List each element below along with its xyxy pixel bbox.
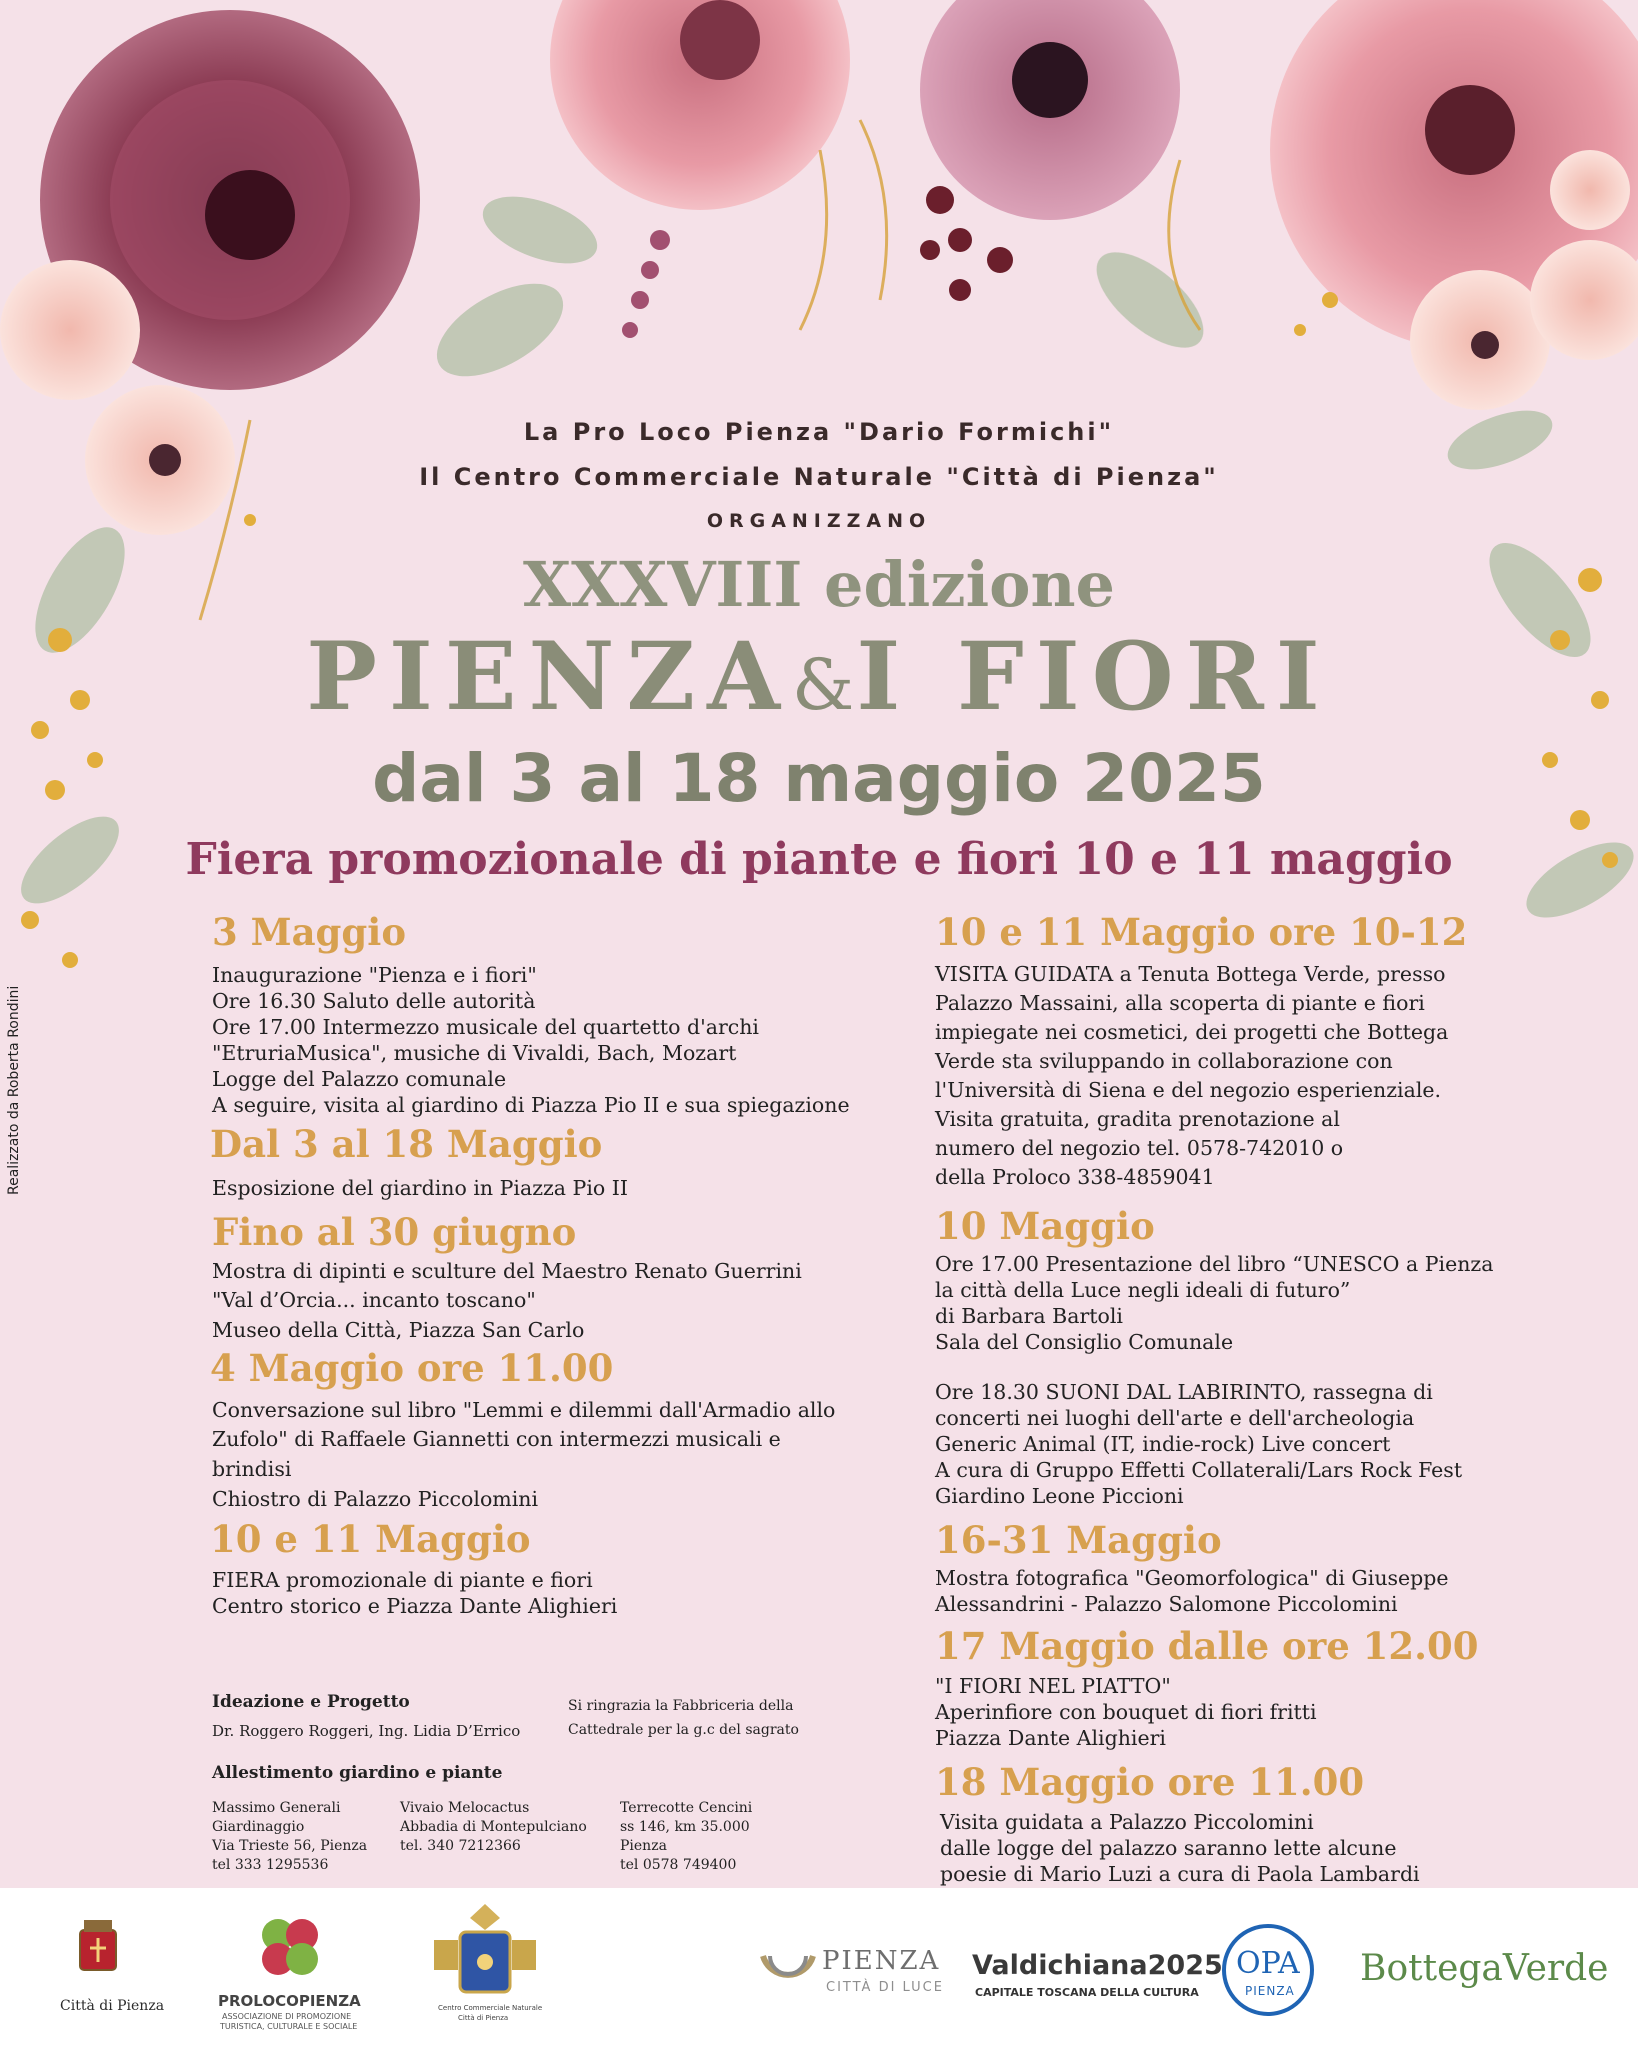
sponsor-line: Giardinaggio bbox=[212, 1819, 305, 1835]
event-heading: 10 e 11 Maggio bbox=[210, 1517, 531, 1561]
title-part-b: I FIORI bbox=[856, 622, 1332, 732]
event-line: Zufolo" di Raffaele Giannetti con intermezzi musicali e bbox=[212, 1427, 781, 1451]
event-title bbox=[0, 622, 1638, 732]
event-line: Visita guidata a Palazzo Piccolomini bbox=[940, 1810, 1314, 1834]
event-line: "EtruriaMusica", musiche di Vivaldi, Bach, Mozart bbox=[212, 1041, 737, 1065]
fiera-subtitle: Fiera promozionale di piante e fiori 10 e 11 maggio bbox=[185, 834, 1453, 885]
event-line: Giardino Leone Piccioni bbox=[935, 1484, 1184, 1508]
event-heading: 10 Maggio bbox=[935, 1204, 1155, 1248]
event-line: la città della Luce negli ideali di futuro” bbox=[935, 1278, 1351, 1302]
organizer-verb: ORGANIZZANO bbox=[706, 510, 932, 532]
sponsor-line: Vivaio Melocactus bbox=[400, 1800, 530, 1816]
event-heading: Fino al 30 giugno bbox=[212, 1210, 577, 1254]
event-line: Visita gratuita, gradita prenotazione al bbox=[935, 1107, 1340, 1131]
ideazione-title: Ideazione e Progetto bbox=[212, 1692, 410, 1712]
event-line: l'Università di Siena e del negozio esperienziale. bbox=[935, 1078, 1442, 1102]
event-heading: 16-31 Maggio bbox=[935, 1518, 1222, 1562]
allestimento-title: Allestimento giardino e piante bbox=[212, 1763, 503, 1783]
designer-signature: Realizzato da Roberta Rondini bbox=[6, 985, 22, 1195]
event-line: Mostra fotografica "Geomorfologica" di Giuseppe bbox=[935, 1566, 1449, 1590]
event-dates: dal 3 al 18 maggio 2025 bbox=[372, 740, 1266, 817]
event-line: brindisi bbox=[212, 1457, 292, 1481]
event-line: di Barbara Bartoli bbox=[935, 1304, 1123, 1328]
thanks-line: Cattedrale per la g.c del sagrato bbox=[568, 1722, 799, 1738]
event-line: Sala del Consiglio Comunale bbox=[935, 1330, 1234, 1354]
event-line: Palazzo Massaini, alla scoperta di piante e fiori bbox=[935, 991, 1425, 1015]
proloco-clover-icon bbox=[250, 1913, 330, 1983]
event-line: Centro storico e Piazza Dante Alighieri bbox=[212, 1594, 618, 1618]
event-line: Chiostro di Palazzo Piccolomini bbox=[212, 1487, 539, 1511]
event-line: dalle logge del palazzo saranno lette alcune bbox=[940, 1836, 1397, 1860]
ideazione-names: Dr. Roggero Roggeri, Ing. Lidia D’Errico bbox=[212, 1722, 521, 1740]
ccn-label: Città di Pienza bbox=[458, 2014, 509, 2022]
event-line: poesie di Mario Luzi a cura di Paola Lambardi bbox=[940, 1862, 1420, 1886]
event-line: Ore 17.00 Presentazione del libro “UNESCO a Pienza bbox=[935, 1252, 1494, 1276]
event-heading: 3 Maggio bbox=[212, 910, 407, 954]
pienza-sun-icon bbox=[758, 1946, 818, 1996]
event-line: Verde sta sviluppando in collaborazione con bbox=[935, 1049, 1393, 1073]
event-line: VISITA GUIDATA a Tenuta Bottega Verde, presso bbox=[935, 962, 1446, 986]
event-line: A seguire, visita al giardino di Piazza Pio II e sua spiegazione bbox=[212, 1093, 850, 1117]
event-line: Alessandrini - Palazzo Salomone Piccolomini bbox=[935, 1592, 1398, 1616]
sponsor-line: tel 0578 749400 bbox=[620, 1857, 737, 1873]
sponsor-line: Pienza bbox=[620, 1838, 667, 1854]
event-line: numero del negozio tel. 0578-742010 o bbox=[935, 1136, 1344, 1160]
proloco-label: PROLOCOPIENZA bbox=[218, 1992, 361, 2010]
organizer-pro-loco: La Pro Loco Pienza "Dario Formichi" bbox=[523, 418, 1115, 446]
pienza-label: PIENZA bbox=[822, 1946, 941, 1976]
sponsor-line: Massimo Generali bbox=[212, 1800, 341, 1816]
event-line: Museo della Città, Piazza San Carlo bbox=[212, 1318, 585, 1342]
ccn-label: Centro Commerciale Naturale bbox=[438, 2004, 543, 2012]
thanks-line: Si ringrazia la Fabbriceria della bbox=[568, 1698, 794, 1714]
comune-crest-icon bbox=[78, 1918, 118, 1976]
event-line: Conversazione sul libro "Lemmi e dilemmi dall'Armadio allo bbox=[212, 1398, 836, 1422]
event-line: Logge del Palazzo comunale bbox=[212, 1067, 507, 1091]
event-line: Ore 18.30 SUONI DAL LABIRINTO, rassegna di bbox=[935, 1380, 1433, 1404]
title-ampersand: & bbox=[792, 644, 857, 726]
event-line: FIERA promozionale di piante e fiori bbox=[212, 1568, 593, 1592]
event-line: "Val d’Orcia... incanto toscano" bbox=[212, 1288, 536, 1312]
event-line: Generic Animal (IT, indie-rock) Live concert bbox=[935, 1432, 1391, 1456]
proloco-subtitle: ASSOCIAZIONE DI PROMOZIONE bbox=[222, 2012, 352, 2021]
sponsor-line: tel. 340 7212366 bbox=[400, 1838, 521, 1854]
title-part-a: PIENZA bbox=[306, 622, 793, 732]
valdichiana-label: Valdichiana2025 bbox=[972, 1950, 1223, 1981]
event-line: impiegate nei cosmetici, dei progetti che Bottega bbox=[935, 1020, 1449, 1044]
opa-subtitle: PIENZA bbox=[1245, 1984, 1295, 1998]
event-heading: 10 e 11 Maggio ore 10-12 bbox=[935, 910, 1468, 954]
event-line: Ore 17.00 Intermezzo musicale del quartetto d'archi bbox=[212, 1015, 759, 1039]
sponsor-line: Abbadia di Montepulciano bbox=[400, 1819, 587, 1835]
event-line: A cura di Gruppo Effetti Collaterali/Lars Rock Fest bbox=[935, 1458, 1463, 1482]
sponsor-line: Terrecotte Cencini bbox=[620, 1800, 753, 1816]
comune-label: Città di Pienza bbox=[60, 1998, 165, 2014]
event-line: Esposizione del giardino in Piazza Pio II bbox=[212, 1176, 628, 1200]
opa-label: OPA bbox=[1236, 1946, 1300, 1981]
event-line: Mostra di dipinti e sculture del Maestro Renato Guerrini bbox=[212, 1259, 802, 1283]
event-line: Inaugurazione "Pienza e i fiori" bbox=[212, 963, 537, 987]
valdichiana-subtitle: CAPITALE TOSCANA DELLA CULTURA bbox=[975, 1986, 1199, 1999]
event-heading: 4 Maggio ore 11.00 bbox=[210, 1346, 614, 1390]
pienza-subtitle: CITTÀ DI LUCE bbox=[826, 1980, 944, 1995]
edition-label: XXXVIII edizione bbox=[523, 548, 1115, 621]
proloco-subtitle: TURISTICA, CULTURALE E SOCIALE bbox=[220, 2022, 358, 2031]
sponsor-logo-bar bbox=[0, 1888, 1638, 2048]
event-line: "I FIORI NEL PIATTO" bbox=[935, 1674, 1171, 1698]
organizer-ccn: Il Centro Commerciale Naturale "Città di Pienza" bbox=[419, 463, 1219, 491]
sponsor-line: ss 146, km 35.000 bbox=[620, 1819, 750, 1835]
event-line: Piazza Dante Alighieri bbox=[935, 1726, 1166, 1750]
sponsor-line: Via Trieste 56, Pienza bbox=[212, 1838, 368, 1854]
event-line: della Proloco 338-4859041 bbox=[935, 1165, 1215, 1189]
bottega-verde-logo: BottegaVerde bbox=[1360, 1948, 1609, 1989]
event-heading: 18 Maggio ore 11.00 bbox=[935, 1760, 1365, 1804]
event-line: concerti nei luoghi dell'arte e dell'archeologia bbox=[935, 1406, 1415, 1430]
event-heading: 17 Maggio dalle ore 12.00 bbox=[935, 1624, 1479, 1668]
sponsor-line: tel 333 1295536 bbox=[212, 1857, 329, 1873]
event-line: Aperinfiore con bouquet di fiori fritti bbox=[935, 1700, 1317, 1724]
event-line: Ore 16.30 Saluto delle autorità bbox=[212, 989, 536, 1013]
ccn-crest-icon bbox=[430, 1900, 540, 2000]
event-heading: Dal 3 al 18 Maggio bbox=[210, 1122, 603, 1166]
